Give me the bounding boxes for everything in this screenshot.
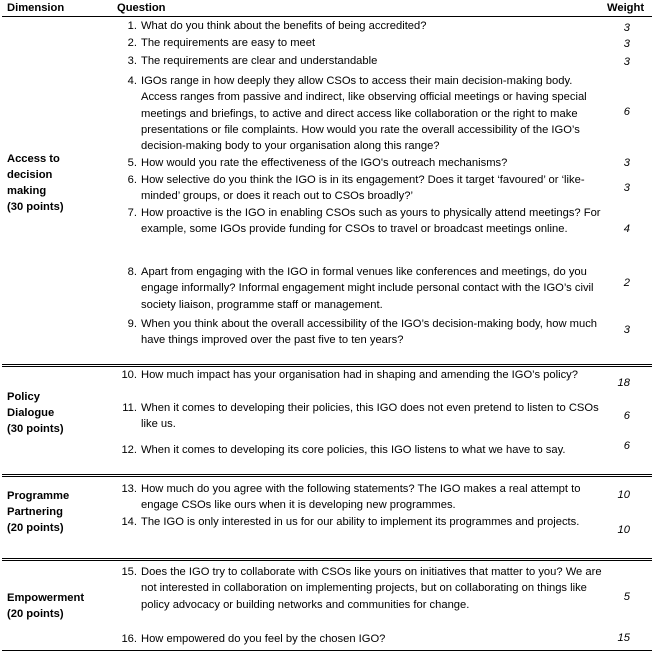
question-text: When you think about the overall accessibility of the IGO’s decision-making body, how much have things improved over the past five to ten years? <box>141 318 598 347</box>
question-weight: 6 <box>623 440 630 452</box>
dimension-name-line: Dialogue <box>7 407 55 419</box>
question-text: When it comes to developing its core policies, this IGO listens to what we have to say. <box>141 444 566 456</box>
question-number: 5. <box>127 157 137 169</box>
dimension-name-line: Programme <box>7 490 70 502</box>
question-weight: 10 <box>617 524 630 536</box>
question-weight: 3 <box>623 157 630 169</box>
question-number: 11. <box>122 402 137 414</box>
question-weight: 6 <box>623 410 630 422</box>
question-number: 13. <box>121 483 137 495</box>
question-text: IGOs range in how deeply they allow CSOs to access their main decision-making body. Access ranges from passive and indirect, like observing official meetings or having special meetings and briefings, to active and direct access like collaboration or the right to make presentations or file complaints. How would you rate the overall accessibility of the IGO’s decision-making body to your organisation along this range? <box>141 75 587 153</box>
question-weight: 5 <box>623 591 630 603</box>
question-number: 9. <box>127 318 137 330</box>
section-divider <box>2 474 652 475</box>
question-text: The requirements are clear and understandable <box>141 55 378 67</box>
question-weight: 4 <box>623 223 630 235</box>
section-divider <box>2 558 652 559</box>
header-rule <box>2 16 652 17</box>
question-number: 6. <box>127 174 137 186</box>
question-number: 7. <box>127 207 137 219</box>
question-number: 15. <box>121 566 137 578</box>
question-text: The IGO is only interested in us for our ability to implement its programmes and projects. <box>141 516 580 528</box>
dimension-name-line: Partnering <box>7 506 63 518</box>
question-weight: 18 <box>617 377 630 389</box>
dimension-name-line: Policy <box>7 391 40 403</box>
section-dimension-programme <box>7 488 107 536</box>
dimension-name-line: making <box>7 185 47 197</box>
question-weight: 3 <box>623 22 630 34</box>
question-weight: 15 <box>617 632 630 644</box>
question-text: How proactive is the IGO in enabling CSOs such as yours to physically attend meetings? For example, some IGOs provide funding for CSOs to travel or broadcast meetings online. <box>141 207 601 236</box>
question-weight: 3 <box>623 182 630 194</box>
section-dimension-policy <box>7 389 107 437</box>
question-text: Apart from engaging with the IGO in formal venues like conferences and meetings, do you engage informally? Informal engagement might include personal contact with the IGO’s civil society liaison, programme staff or management. <box>141 266 594 311</box>
dimension-points: (20 points) <box>7 608 64 620</box>
question-text: How much impact has your organisation had in shaping and amending the IGO’s policy? <box>141 369 578 381</box>
header-weight: Weight <box>607 2 645 14</box>
section-dimension-empowerment <box>7 590 107 622</box>
question-number: 10. <box>121 369 137 381</box>
question-number: 4. <box>127 75 137 87</box>
question-weight: 3 <box>623 38 630 50</box>
dimension-name-line: Empowerment <box>7 592 85 604</box>
question-text: How much do you agree with the following statements? The IGO makes a real attempt to engage CSOs like ours when it is developing new programmes. <box>141 483 581 512</box>
question-weight: 2 <box>623 277 630 289</box>
dimension-points: (20 points) <box>7 522 64 534</box>
section-divider <box>2 364 652 365</box>
table-bottom-rule <box>2 650 652 651</box>
question-text: The requirements are easy to meet <box>141 37 316 49</box>
question-text: Does the IGO try to collaborate with CSOs like yours on initiatives that matter to you? We are not interested in collaboration on implementing projects, but on collaborating on things like policy advocacy or building networks and communities for change. <box>141 566 602 611</box>
question-weight: 10 <box>617 489 630 501</box>
question-number: 16. <box>121 633 137 645</box>
dimension-points: (30 points) <box>7 201 64 213</box>
question-number: 1. <box>127 20 137 32</box>
question-text: How would you rate the effectiveness of the IGO's outreach mechanisms? <box>141 157 508 169</box>
header-question: Question <box>117 2 166 14</box>
question-text: When it comes to developing their policies, this IGO does not even pretend to listen to CSOs like us. <box>141 402 599 431</box>
question-number: 8. <box>127 266 137 278</box>
question-weight: 6 <box>623 106 630 118</box>
question-number: 3. <box>127 55 137 67</box>
section-dimension-access <box>7 151 107 215</box>
dimension-name-line: decision <box>7 169 53 181</box>
dimension-name-line: Access to <box>7 153 60 165</box>
question-text: How empowered do you feel by the chosen IGO? <box>141 633 386 645</box>
question-weight: 3 <box>623 56 630 68</box>
dimension-points: (30 points) <box>7 423 64 435</box>
question-number: 14. <box>121 516 137 528</box>
question-number: 2. <box>127 37 137 49</box>
question-text: What do you think about the benefits of being accredited? <box>141 20 427 32</box>
question-number: 12. <box>121 444 137 456</box>
question-weight: 3 <box>623 324 630 336</box>
question-text: How selective do you think the IGO is in its engagement? Does it target ‘favoured’ or ‘like-minded’ groups, or does it reach out to CSOs broadly?’ <box>141 174 585 203</box>
header-dimension: Dimension <box>7 2 65 14</box>
